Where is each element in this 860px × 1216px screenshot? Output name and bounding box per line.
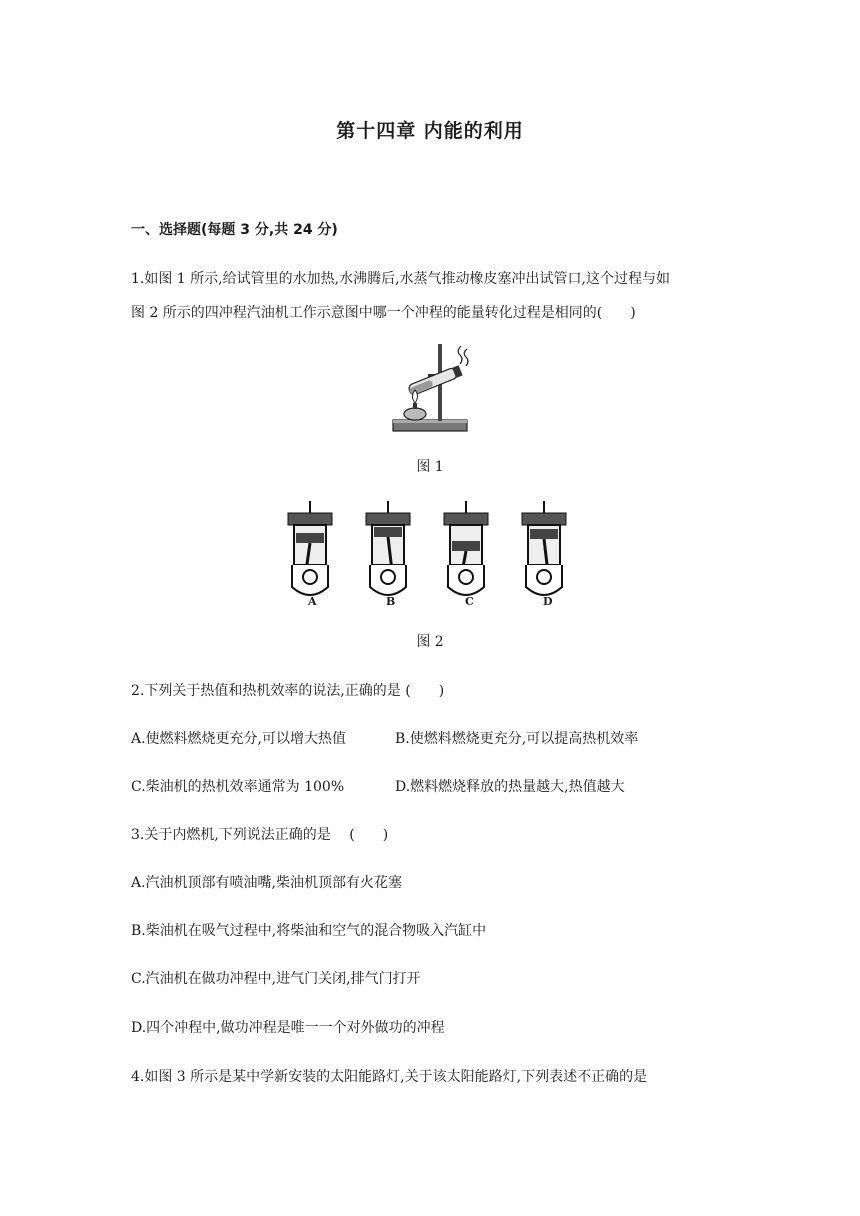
question-3-stem: 3.关于内燃机,下列说法正确的是 ( ) <box>131 827 389 843</box>
section-heading: 一、选择题(每题 3 分,共 24 分) <box>131 222 338 238</box>
question-4-stem: 4.如图 3 所示是某中学新安装的太阳能路灯,关于该太阳能路灯,下列表述不正确的是 <box>131 1069 648 1085</box>
figure-2-caption: 图 2 <box>416 634 444 650</box>
question-2-option-a: A.使燃料燃烧更充分,可以增大热值 <box>131 731 347 747</box>
question-1-line-1: 1.如图 1 所示,给试管里的水加热,水沸腾后,水蒸气推动橡皮塞冲出试管口,这个过程与如 <box>131 271 670 287</box>
engine-stroke-b <box>366 501 410 595</box>
engine-label-a: A <box>308 595 317 608</box>
engine-stroke-d <box>522 501 566 595</box>
page-title: 第十四章 内能的利用 <box>336 120 524 142</box>
engine-stroke-a <box>288 501 332 595</box>
engine-label-c: C <box>465 595 474 608</box>
figure-1-test-tube-apparatus <box>388 342 478 434</box>
engine-stroke-c <box>444 501 488 595</box>
question-2-stem: 2.下列关于热值和热机效率的说法,正确的是 ( ) <box>131 683 445 699</box>
question-3-option-b: B.柴油机在吸气过程中,将柴油和空气的混合物吸入汽缸中 <box>131 923 487 939</box>
question-2-option-b: B.使燃料燃烧更充分,可以提高热机效率 <box>395 731 639 747</box>
question-2-option-d: D.燃料燃烧释放的热量越大,热值越大 <box>395 779 625 795</box>
figure-1-caption: 图 1 <box>416 459 444 475</box>
figure-2-engine-strokes <box>282 497 582 609</box>
question-2-option-c: C.柴油机的热机效率通常为 100% <box>131 779 345 795</box>
question-3-option-d: D.四个冲程中,做功冲程是唯一一个对外做功的冲程 <box>131 1020 445 1036</box>
question-1-line-2: 图 2 所示的四冲程汽油机工作示意图中哪一个冲程的能量转化过程是相同的( ) <box>131 305 636 321</box>
engine-label-b: B <box>386 595 396 608</box>
question-3-option-c: C.汽油机在做功冲程中,进气门关闭,排气门打开 <box>131 971 421 987</box>
question-3-option-a: A.汽油机顶部有喷油嘴,柴油机顶部有火花塞 <box>131 875 403 891</box>
engine-label-d: D <box>543 595 553 608</box>
